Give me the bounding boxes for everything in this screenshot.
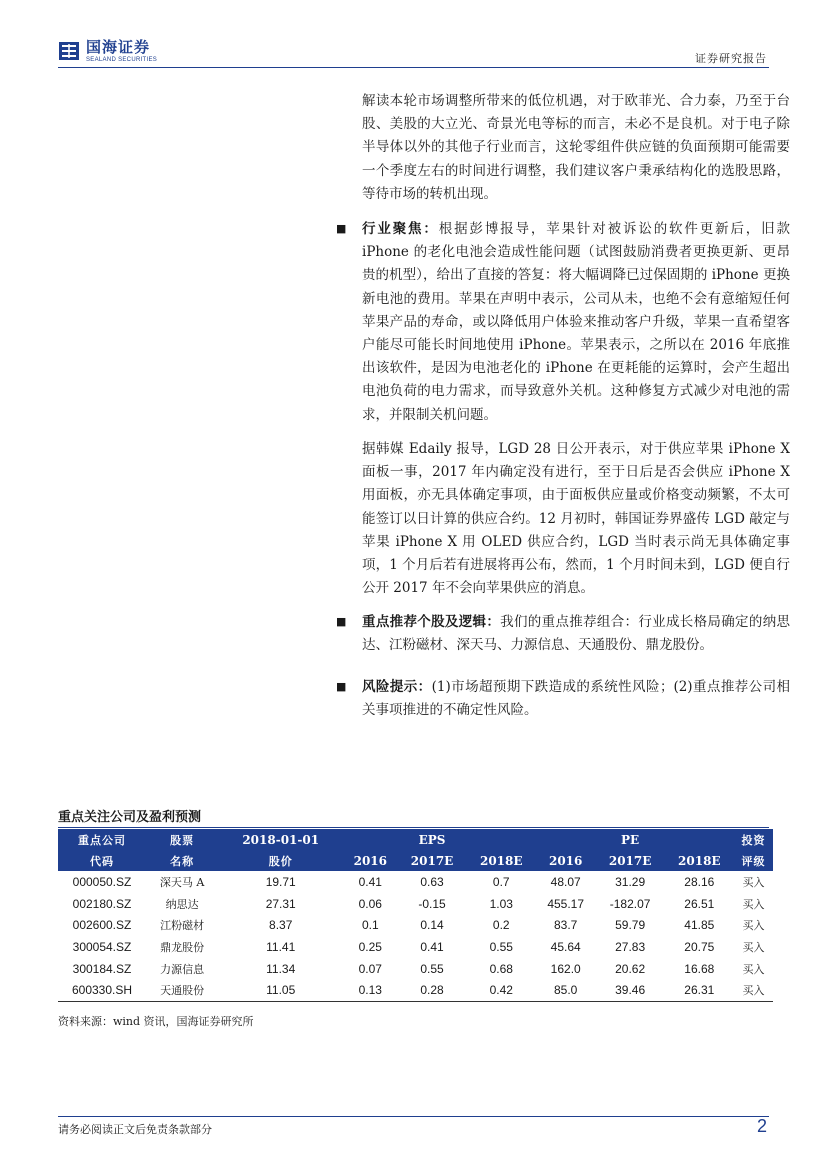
logo-name-en: SEALAND SECURITIES [86, 56, 158, 63]
header-cell: 重点公司 [78, 833, 126, 847]
table-title: 重点关注公司及盈利预测 [58, 810, 202, 825]
table-cell: 8.37 [269, 918, 293, 933]
disclaimer-note: 请务必阅读正文后免责条款部分 [58, 1123, 212, 1136]
table-cell: 0.1 [361, 918, 379, 933]
header-cell: 名称 [170, 854, 195, 868]
header-cell: PE [621, 832, 640, 847]
table-cell: 0.55 [489, 939, 513, 954]
table-cell: 0.68 [489, 961, 513, 976]
table-cell: 20.62 [615, 961, 646, 976]
header-cell: 2017E [410, 853, 454, 868]
table-cell: 天通股份 [146, 979, 218, 1001]
header-cell: 2018E [678, 853, 721, 868]
table-cell: 深天马 A [159, 875, 205, 889]
header-cell [467, 829, 536, 850]
industry-focus-paragraph [362, 218, 790, 427]
key-picks-heading: 重点推荐个股及逻辑： [362, 614, 501, 630]
table-cell: 11.34 [266, 961, 296, 976]
table-cell: 11.05 [218, 979, 343, 1001]
table-cell: 162.0 [550, 961, 581, 976]
header-cell: 2016 [353, 853, 387, 868]
header-cell [665, 829, 734, 850]
table-cell: 1.03 [489, 896, 513, 911]
table-cell: 0.7 [492, 874, 510, 889]
industry-focus-heading: 行业聚焦： [362, 221, 439, 237]
company-logo [58, 36, 178, 66]
table-header-row [58, 850, 773, 871]
table-cell: 0.42 [467, 979, 536, 1001]
table-row [58, 958, 773, 980]
risk-heading: 风险提示： [362, 679, 432, 695]
header-cell: 代码 [90, 854, 114, 868]
table-cell: 28.16 [684, 874, 715, 889]
table-cell: 20.75 [684, 939, 715, 954]
table-row [58, 979, 773, 1001]
table-cell: -0.15 [418, 896, 446, 911]
table-cell: 买入 [734, 979, 773, 1001]
table-cell: 26.31 [665, 979, 734, 1001]
table-cell: 31.29 [615, 874, 646, 889]
header-divider [58, 67, 769, 68]
table-cell: 0.41 [358, 874, 382, 889]
table-cell: 鼎龙股份 [160, 940, 205, 954]
table-cell: 39.46 [596, 979, 665, 1001]
table-title-divider [58, 827, 769, 828]
bullet-icon: ■ [336, 222, 347, 235]
header-cell: 2017E [608, 853, 652, 868]
table-cell: 45.64 [550, 939, 581, 954]
logo-name-cn: 国海证券 [86, 37, 151, 56]
page-number: 2 [756, 1116, 767, 1136]
industry-focus-text: 根据彭博报导，苹果针对被诉讼的软件更新后，旧款 iPhone 的老化电池会造成性能问题（试图鼓励消费者更换更新、更昂贵的机型），给出了直接的答复：将大幅调降已过保固期的 iPhone 更换新电池的费用。苹果在声明中表示，公司从未，也绝不会有意缩短任何苹果产品的寿命，或以降低用户体验来推动客户升级，苹果一直希望客户能尽可能长时间地使用 iPhone。苹果表示，之所以在 2016 年底推出该软件，是因为电池老化的 iPhone 在更耗能的运算时，会产生超出电池负荷的电力需求，而导致意外关机。这种修复方式减少对电池的需求，并限制关机问题。 [362, 221, 791, 423]
header-cell: 评级 [741, 854, 766, 868]
header-cell [536, 829, 596, 850]
table-cell: 0.25 [358, 939, 382, 954]
table-cell: 买入 [742, 897, 765, 911]
table-cell: 0.63 [420, 874, 444, 889]
table-cell: 力源信息 [160, 962, 205, 976]
table-cell: 300054.SZ [72, 939, 132, 954]
table-source-note: 资料来源：wind 资讯，国海证券研究所 [58, 1015, 254, 1028]
table-cell: 59.79 [615, 918, 646, 933]
header-cell: 投资 [741, 833, 766, 847]
table-cell: 0.13 [343, 979, 397, 1001]
table-cell: 0.14 [420, 918, 444, 933]
table-header-row [58, 829, 773, 850]
bullet-icon: ■ [336, 680, 347, 693]
table-cell: 27.83 [615, 939, 646, 954]
table-cell: 002600.SZ [72, 918, 132, 933]
table-row [58, 914, 773, 936]
table-cell: 0.2 [492, 918, 510, 933]
table-cell: 买入 [742, 919, 765, 933]
table-cell: 16.68 [684, 961, 715, 976]
table-cell: 41.85 [684, 918, 715, 933]
key-picks-text: 我们的重点推荐组合：行业成长格局确定的纳思达、江粉磁材、深天马、力源信息、天通股份、鼎龙股份。 [362, 614, 791, 654]
table-cell: 85.0 [536, 979, 596, 1001]
risk-paragraph [362, 676, 790, 722]
table-cell: 买入 [742, 962, 765, 976]
table-cell: 0.06 [358, 896, 382, 911]
table-cell: 买入 [742, 875, 765, 889]
header-cell: 股票 [170, 833, 195, 847]
header-cell: 2018-01-01 [242, 832, 320, 847]
table-cell: 26.51 [684, 896, 715, 911]
table-cell: 0.28 [397, 979, 466, 1001]
table-cell: 600330.SH [58, 979, 146, 1001]
table-cell: 455.17 [547, 896, 585, 911]
header-cell: 2018E [479, 853, 523, 868]
table-cell: 000050.SZ [72, 874, 132, 889]
header-cell: 2016 [548, 853, 583, 868]
report-type-label: 证券研究报告 [695, 52, 767, 65]
header-cell [343, 829, 397, 850]
table-row [58, 871, 773, 893]
table-cell: 纳思达 [165, 897, 199, 911]
table-cell: 0.07 [358, 961, 382, 976]
bullet-icon: ■ [336, 615, 347, 628]
table-cell: 11.41 [266, 939, 296, 954]
table-cell: 300184.SZ [72, 961, 132, 976]
table-cell: 江粉磁材 [160, 919, 205, 933]
table-row [58, 893, 773, 915]
table-cell: 0.41 [420, 939, 444, 954]
table-cell: 0.55 [420, 961, 444, 976]
table-cell: 19.71 [265, 874, 296, 889]
table-cell: -182.07 [609, 896, 651, 911]
key-picks-paragraph [362, 611, 790, 657]
lgd-paragraph: 据韩媒 Edaily 报导，LGD 28 日公开表示，对于供应苹果 iPhone X 面板一事，2017 年内确定没有进行，至于日后是否会供应 iPhone X 用面板，亦无具体确定事项，由于面板供应量或价格变动频繁，不太可能签订以日计算的供应合约。12 月初时，韩国证券界盛传 LGD 敲定与苹果 iPhone X 用 OLED 供应合约，LGD 当时表示尚无具体确定事项，1 个月后若有进展将再公布，然而，1 个月时间未到，LGD 便自行公开 2017 年不会向苹果供应的消息。 [362, 441, 790, 597]
table-cell: 27.31 [265, 896, 296, 911]
logo-mark-icon [58, 40, 80, 62]
table-cell: 买入 [742, 940, 765, 954]
table-row [58, 936, 773, 958]
header-cell: EPS [418, 832, 446, 847]
risk-text: (1)市场超预期下跌造成的系统性风险；(2)重点推荐公司相关事项推进的不确定性风险。 [362, 679, 791, 719]
footer-divider [58, 1116, 769, 1117]
table-cell: 83.7 [554, 918, 578, 933]
header-cell: 股价 [268, 854, 293, 868]
intro-paragraph: 解读本轮市场调整所带来的低位机遇，对于欧菲光、合力泰，乃至于台股、美股的大立光、奇景光电等标的而言，未必不是良机。对于电子除半导体以外的其他子行业而言，这轮零组件供应链的负面预期可能需要一个季度左右的时间进行调整，我们建议客户秉承结构化的选股思路，等待市场的转机出现。 [362, 93, 790, 202]
earnings-forecast-table [58, 829, 773, 1002]
table-cell: 002180.SZ [72, 896, 132, 911]
table-cell: 48.07 [550, 874, 581, 889]
